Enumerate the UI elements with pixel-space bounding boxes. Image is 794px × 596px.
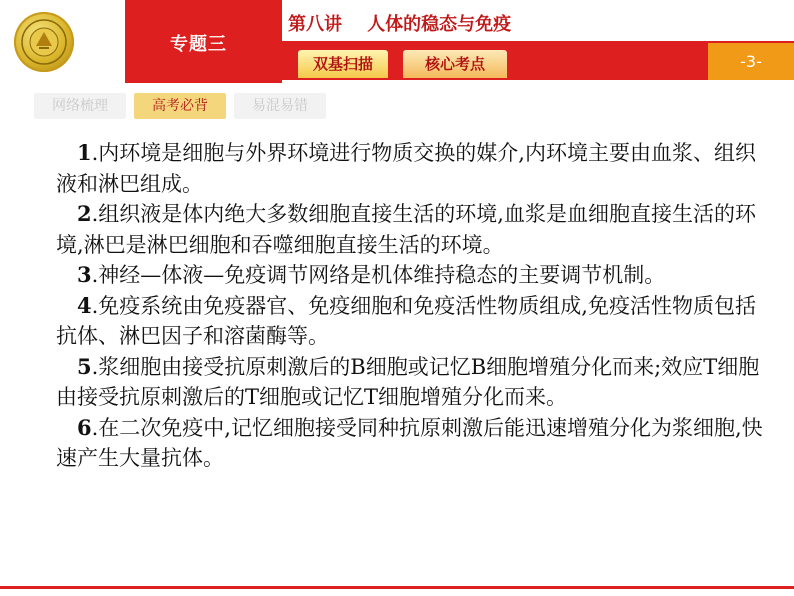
point-text: .在二次免疫中,记忆细胞接受同种抗原刺激后能迅速增殖分化为浆细胞,快速产生大量抗体。 bbox=[56, 415, 763, 470]
topic-label: 专题三 bbox=[170, 34, 227, 55]
logo-area bbox=[0, 0, 125, 83]
subtab-must-memorize[interactable]: 高考必背 bbox=[134, 93, 226, 119]
point-number: 3 bbox=[77, 262, 92, 287]
school-emblem-icon bbox=[14, 12, 74, 72]
page-number: -3- bbox=[708, 43, 794, 80]
page-title: 第八讲 人体的稳态与免疫 bbox=[288, 14, 512, 35]
tab-shuangji-scan[interactable]: 双基扫描 bbox=[298, 50, 388, 78]
point-text: .浆细胞由接受抗原刺激后的B细胞或记忆B细胞增殖分化而来;效应T细胞由接受抗原刺激后的T细胞或记忆T细胞增殖分化而来。 bbox=[56, 354, 760, 409]
list-item bbox=[56, 413, 766, 474]
point-number: 6 bbox=[77, 414, 92, 440]
list-item bbox=[56, 291, 766, 352]
subtab-confusing-errors[interactable]: 易混易错 bbox=[234, 93, 326, 119]
list-item bbox=[56, 352, 766, 413]
list-item bbox=[56, 138, 766, 199]
point-text: .内环境是细胞与外界环境进行物质交换的媒介,内环境主要由血浆、组织液和淋巴组成。 bbox=[56, 141, 756, 196]
point-text: .免疫系统由免疫器官、免疫细胞和免疫活性物质组成,免疫活性物质包括抗体、淋巴因子和溶菌酶等。 bbox=[56, 293, 756, 348]
point-number: 1 bbox=[77, 140, 92, 165]
point-number: 5 bbox=[77, 353, 92, 379]
point-number: 4 bbox=[77, 292, 92, 318]
list-item bbox=[56, 199, 766, 260]
point-text: .组织液是体内绝大多数细胞直接生活的环境,血浆是血细胞直接生活的环境,淋巴是淋巴细胞和吞噬细胞直接生活的环境。 bbox=[56, 202, 756, 257]
key-points-list bbox=[56, 138, 766, 474]
list-item bbox=[56, 260, 766, 291]
footer-divider bbox=[0, 586, 794, 589]
point-number: 2 bbox=[77, 201, 92, 226]
tab-core-points[interactable]: 核心考点 bbox=[403, 50, 507, 78]
subtab-network-review[interactable]: 网络梳理 bbox=[34, 93, 126, 119]
point-text: .神经—体液—免疫调节网络是机体维持稳态的主要调节机制。 bbox=[91, 263, 666, 287]
